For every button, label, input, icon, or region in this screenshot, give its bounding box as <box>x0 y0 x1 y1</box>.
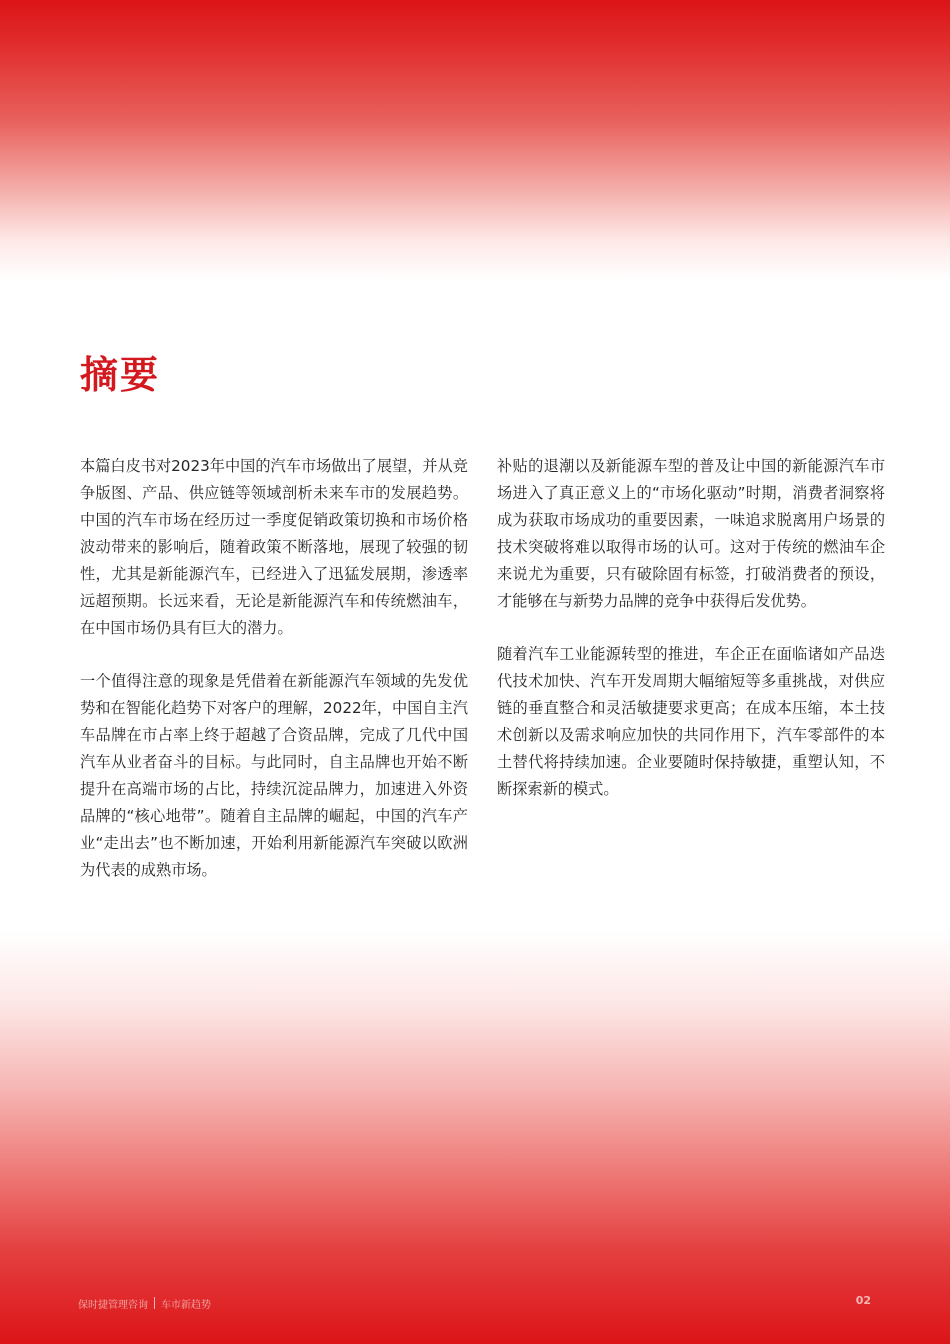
footer-divider <box>154 1297 155 1309</box>
right-column <box>497 453 885 829</box>
paragraph: 一个值得注意的现象是凭借着在新能源汽车领域的先发优势和在智能化趋势下对客户的理解，2022年，中国自主汽车品牌在市占率上终于超越了合资品牌，完成了几代中国汽车从业者奋斗的目标。与此同时，自主品牌也开始不断提升在高端市场的占比，持续沉淀品牌力，加速进入外资品牌的“核心地带”。随着自主品牌的崛起，中国的汽车产业“走出去”也不断加速，开始利用新能源汽车突破以欧洲为代表的成熟市场。 <box>80 672 468 879</box>
page-title: 摘要 <box>80 353 161 397</box>
paragraph: 补贴的退潮以及新能源车型的普及让中国的新能源汽车市场进入了真正意义上的“市场化驱动”时期，消费者洞察将成为获取市场成功的重要因素，一味追求脱离用户场景的技术突破将难以取得市场的认可。这对于传统的燃油车企来说尤为重要，只有破除固有标签，打破消费者的预设，才能够在与新势力品牌的竞争中获得后发优势。 <box>497 457 885 610</box>
left-column <box>80 453 468 910</box>
page-number: 02 <box>855 1294 871 1307</box>
footer-section: 车市新趋势 <box>161 1299 211 1311</box>
footer-brand: 保时捷管理咨询 <box>78 1299 148 1311</box>
paragraph: 随着汽车工业能源转型的推进，车企正在面临诸如产品迭代技术加快、汽车开发周期大幅缩短等多重挑战，对供应链的垂直整合和灵活敏捷要求更高；在成本压缩，本土技术创新以及需求响应加快的共同作用下，汽车零部件的本土替代将持续加速。企业要随时保持敏捷，重塑认知，不断探索新的模式。 <box>497 645 885 798</box>
paragraph: 本篇白皮书对2023年中国的汽车市场做出了展望，并从竞争版图、产品、供应链等领域剖析未来车市的发展趋势。中国的汽车市场在经历过一季度促销政策切换和市场价格波动带来的影响后，随着政策不断落地，展现了较强的韧性，尤其是新能源汽车，已经进入了迅猛发展期，渗透率远超预期。长远来看，无论是新能源汽车和传统燃油车，在中国市场仍具有巨大的潜力。 <box>80 457 468 637</box>
footer <box>78 1296 211 1310</box>
